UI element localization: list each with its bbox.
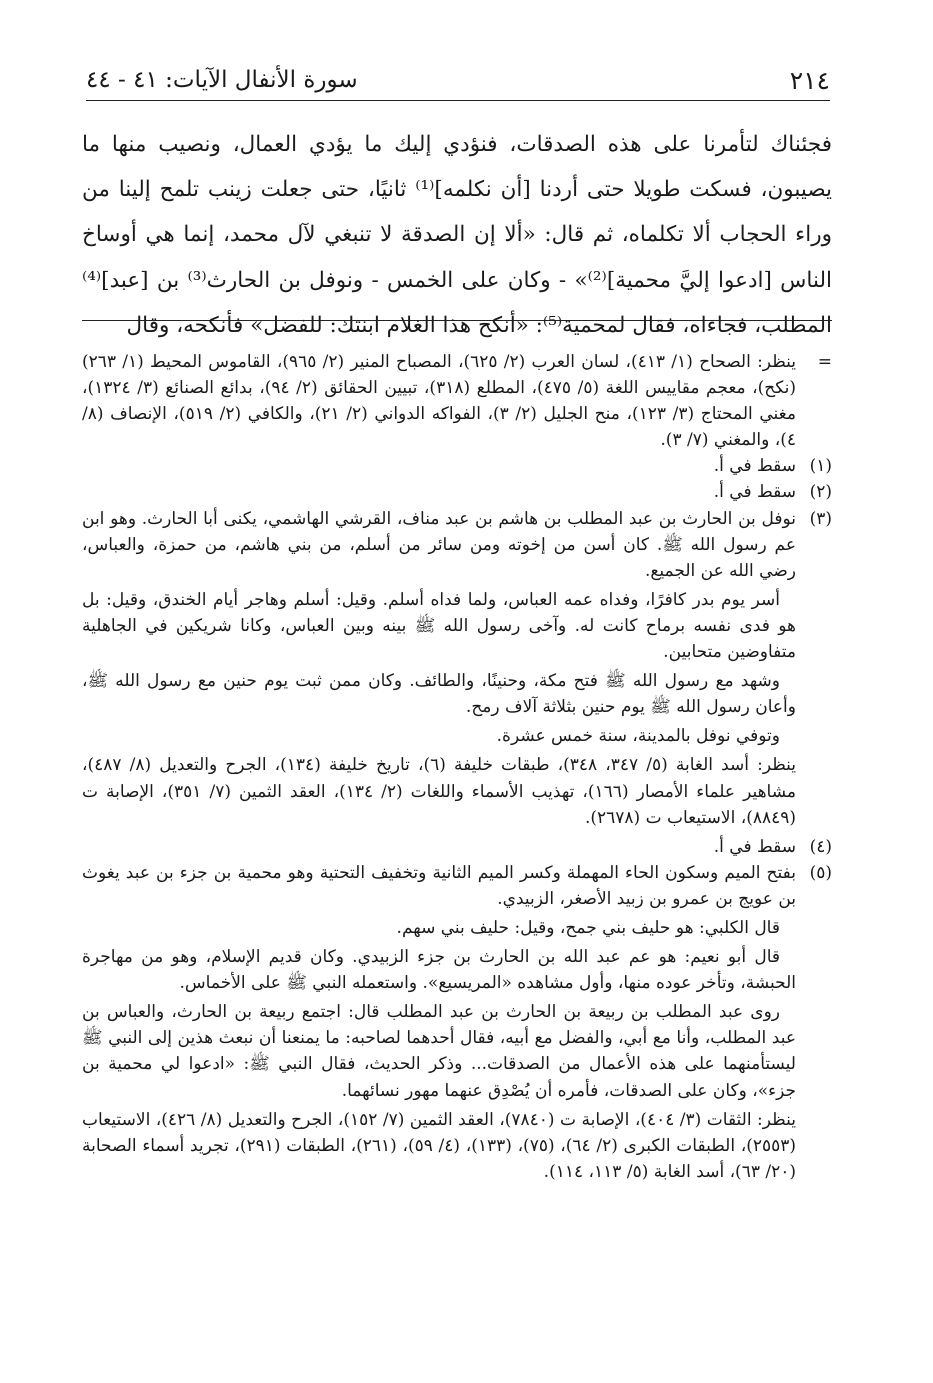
footnote-text: ينظر: الصحاح (١/ ٤١٣)، لسان العرب (٢/ ٦٢٥)، المصباح المنير (٢/ ٩٦٥)، القاموس المحيط (١/ ٢٦٣) (نكح)، معجم مقاييس اللغة (٥/ ٤٧٥)، المطلع (٣١٨)، تبيين الحقائق (٢/ ٩٤)، بدائع الصنائع (٣/ ١٣٢٤)، مغني المحتاج (٣/ ١٢٣)، منح الجليل (٢/ ٣)، الفواكه الدواني (٢/ ٢١)، والكافي (٢/ ٥١٩)، الإنصاف (٨/ ٤)، والمغني (٧/ ٣). (82, 352, 797, 451)
footnote-2 (82, 479, 832, 505)
footnote-text: روى عبد المطلب بن ربيعة بن الحارث بن عبد المطلب قال: اجتمع ربيعة بن الحارث، والعباس بن عبد المطلب، وأنا مع أبي، والفضل مع أبيه، فقال أحدهما لصاحبه: ما يمنعنا أن نبعث هذين إلى النبي ﷺ ليستأمنهما على هذه الأعمال من الصدقات... وذكر الحديث، فقال النبي ﷺ: «ادعوا لي محمية بن جزء»، وكان على الصدقات، فأمره أن يُصْدِق عنهما مهور نسائهما. (82, 1002, 796, 1101)
page-header (86, 60, 830, 101)
footnote-text: وشهد مع رسول الله ﷺ فتح مكة، وحنينًا، والطائف. وكان ممن ثبت يوم حنين مع رسول الله ﷺ، وأعان رسول الله ﷺ يوم حنين بثلاثة آلاف رمح. (82, 671, 796, 718)
footnote-marker: (٢) (809, 482, 832, 503)
running-title: سورة الأنفال الآيات: ٤١ - ٤٤ (86, 67, 358, 93)
footnote-continuation (82, 349, 832, 453)
main-paragraph: فجئناك لتأمرنا على هذه الصدقات، فنؤدي إليك ما يؤدي العمال، ونصيب منها ما يصيبون، فسكت طويلا حتى أردنا [أن نكلمه]⁽¹⁾ ثانيًا، حتى جعلت زينب تلمح إلينا من وراء الحجاب ألا تكلماه، ثم قال: «ألا إن الصدقة لا تنبغي لآل محمد، إنما هي أوساخ الناس [ادعوا إليَّ محمية]⁽²⁾» - وكان على الخمس - ونوفل بن الحارث⁽³⁾ بن [عبد]⁽⁴⁾ المطلب، فجاءاه، فقال لمحمية⁽⁵⁾: «أنكح هذا الغلام ابنتك: للفضل» فأنكحه، وقال (82, 132, 832, 338)
footnote-text: قال أبو نعيم: هو عم عبد الله بن الحارث بن جزء الزبيدي. وكان قديم الإسلام، وهو من مهاجرة الحبشة، وتأخر عوده منها، وأول مشاهده «المريسيع». واستعمله النبي ﷺ على الأخماس. (82, 947, 796, 994)
main-text (82, 122, 832, 348)
footnote-references: ينظر: الثقات (٣/ ٤٠٤)، الإصابة ت (٧٨٤٠)، العقد الثمين (٧/ ١٥٢)، الجرح والتعديل (٨/ ٤٢٦)، الاستيعاب (٢٥٥٣)، الطبقات الكبرى (٢/ ٦٤)، (٧٥)، (١٣٣)، (٤/ ٥٩)، (٢٦١)، الطبقات (٢٩١)، تجريد أسماء الصحابة (٢٠/ ٦٣)، أسد الغابة (٥/ ١١٣، ١١٤). (82, 1109, 797, 1182)
footnote-marker: (٣) (809, 508, 832, 529)
footnote-text: قال الكلبي: هو حليف بني جمح، وقيل: حليف بني سهم. (396, 917, 780, 938)
page-number: ٢١٤ (789, 65, 830, 95)
footnote-text: بفتح الميم وسكون الحاء المهملة وكسر الميم الثانية وتخفيف التحتية وهو محمية بن جزء بن عبد يغوث بن عويج بن عمرو بن زبيد الأصغر، الزبيدي. (82, 862, 796, 909)
footnote-1 (82, 453, 832, 479)
footnote-marker: (٤) (809, 836, 832, 857)
footnote-marker: (٥) (809, 862, 832, 883)
footnote-text: أسر يوم بدر كافرًا، وفداه عمه العباس، ولما فداه أسلم. وقيل: أسلم وهاجر أيام الخندق، وقيل: بل هو فدى نفسه برماح كانت له. وآخى رسول الله ﷺ بينه وبين العباس، وكانا شريكين في الجاهلية متفاوضين متحابين. (82, 589, 796, 663)
footnote-text: سقط في أ. (713, 456, 796, 477)
footnote-text: سقط في أ. (713, 482, 796, 503)
footnote-text: وتوفي نوفل بالمدينة، سنة خمس عشرة. (496, 726, 780, 747)
footnote-text: نوفل بن الحارث بن عبد المطلب بن هاشم بن عبد مناف، القرشي الهاشمي، يكنى أبا الحارث. وهو ابن عم رسول الله ﷺ. كان أسن من إخوته ومن سائر من أسلم، من بني هاشم، من حمزة، والعباس، رضي الله عن الجميع. (82, 508, 796, 581)
footnote-text: سقط في أ. (713, 836, 796, 857)
footnote-separator (82, 320, 832, 321)
footnote-marker: (١) (809, 456, 832, 477)
footnotes (82, 349, 832, 1185)
footnote-marker: = (817, 352, 832, 372)
footnote-4 (82, 834, 832, 860)
footnote-3 (82, 506, 832, 831)
footnote-5 (82, 860, 832, 1185)
footnote-references: ينظر: أسد الغابة (٥/ ٣٤٧، ٣٤٨)، طبقات خليفة (٦)، تاريخ خليفة (١٣٤)، الجرح والتعديل (٨/ ٤٨٧)، مشاهير علماء الأمصار (١٦٦)، تهذيب الأسماء واللغات (٢/ ١٣٤)، العقد الثمين (٧/ ٣٥١)، الإصابة ت (٨٨٤٩)، الاستيعاب ت (٢٦٧٨). (82, 755, 797, 828)
